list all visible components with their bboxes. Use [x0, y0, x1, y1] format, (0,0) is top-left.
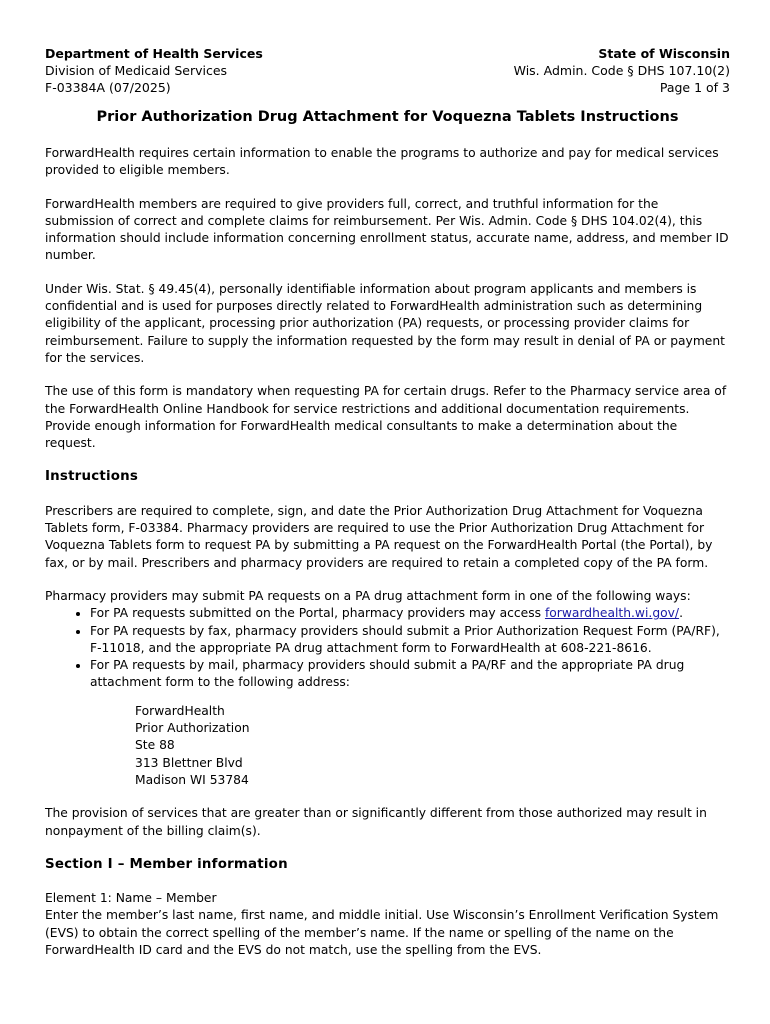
instructions-paragraph: Prescribers are required to complete, sign, and date the Prior Authorization Drug Attachment for Voquezna Tablets form, F-03384. Pharmacy providers are required to use the Prior Authorization Drug Attachment for Voquezna Tablets form to request PA by submitting a PA request on the ForwardHealth Portal (the Portal), by fax, or by mail. Prescribers and pharmacy providers are required to retain a completed copy of the PA form.	[45, 503, 713, 570]
bullet-text: For PA requests submitted on the Portal, pharmacy providers may access	[90, 606, 545, 621]
mailing-address	[135, 703, 730, 789]
list-item	[90, 605, 730, 622]
address-line: 313 Blettner Blvd	[135, 755, 243, 770]
header-right	[514, 45, 730, 96]
admin-code: Wis. Admin. Code § DHS 107.10(2)	[513, 63, 730, 78]
division-name: Division of Medicaid Services	[45, 63, 228, 78]
header-left	[45, 45, 263, 96]
page-title: Prior Authorization Drug Attachment for Voquezna Tablets Instructions	[96, 109, 679, 125]
form-id: F-03384A (07/2025)	[45, 80, 171, 95]
address-line: Prior Authorization	[135, 721, 250, 736]
department-name: Department of Health Services	[45, 46, 263, 61]
intro-paragraph: Under Wis. Stat. § 49.45(4), personally identifiable information about program applicants and members is confidential and is used for purposes directly related to ForwardHealth administration such as determining eligibility of the applicant, processing prior authorization (PA) requests, or processing provider claims for reimbursement. Failure to supply the information requested by the form may result in denial of PA or payment for the services.	[45, 281, 725, 365]
forwardhealth-link[interactable]: forwardhealth.wi.gov/	[544, 606, 680, 621]
intro-paragraph: ForwardHealth members are required to give providers full, correct, and truthful information for the submission of correct and complete claims for reimbursement. Per Wis. Admin. Code § DHS 104.02(4), this information should include information concerning enrollment status, accurate name, address, and member ID number.	[45, 196, 729, 263]
address-line: Ste 88	[135, 738, 175, 753]
section-heading: Section I – Member information	[45, 856, 288, 872]
document-body	[45, 145, 730, 959]
instructions-paragraph: The provision of services that are greater than or significantly different from those authorized may result in nonpayment of the billing claim(s).	[45, 806, 707, 838]
intro-paragraph: The use of this form is mandatory when requesting PA for certain drugs. Refer to the Pharmacy service area of the ForwardHealth Online Handbook for service restrictions and additional documentation requirements. Provide enough information for ForwardHealth medical consultants to make a determination about the request.	[45, 384, 727, 451]
address-line: Madison WI 53784	[135, 772, 249, 787]
element-title: Element 1: Name – Member	[45, 891, 217, 906]
intro-paragraph: ForwardHealth requires certain information to enable the programs to authorize and pay for medical services provided to eligible members.	[45, 146, 719, 178]
list-item: • For PA requests by fax, pharmacy providers should submit a Prior Authorization Request Form (PA/RF), F-11018, and the appropriate PA drug attachment form to ForwardHealth at 608-221-8616.	[90, 623, 730, 658]
address-line: ForwardHealth	[135, 703, 225, 718]
page-number: Page 1 of 3	[659, 80, 730, 95]
bullet-text: .	[679, 606, 683, 621]
submission-methods-list	[45, 605, 730, 691]
instructions-heading: Instructions	[45, 469, 139, 485]
state-name: State of Wisconsin	[598, 46, 730, 61]
list-item: • For PA requests by mail, pharmacy providers should submit a PA/RF and the appropriate PA drug attachment form to the following address:	[90, 657, 730, 692]
element-text: Enter the member’s last name, first name, and middle initial. Use Wisconsin’s Enrollment Verification System (EVS) to obtain the correct spelling of the member’s name. If the name or spelling of the name on the ForwardHealth ID card and the EVS do not match, use the spelling from the EVS.	[45, 908, 719, 957]
instructions-paragraph: Pharmacy providers may submit PA requests on a PA drug attachment form in one of the following ways:	[45, 588, 691, 603]
